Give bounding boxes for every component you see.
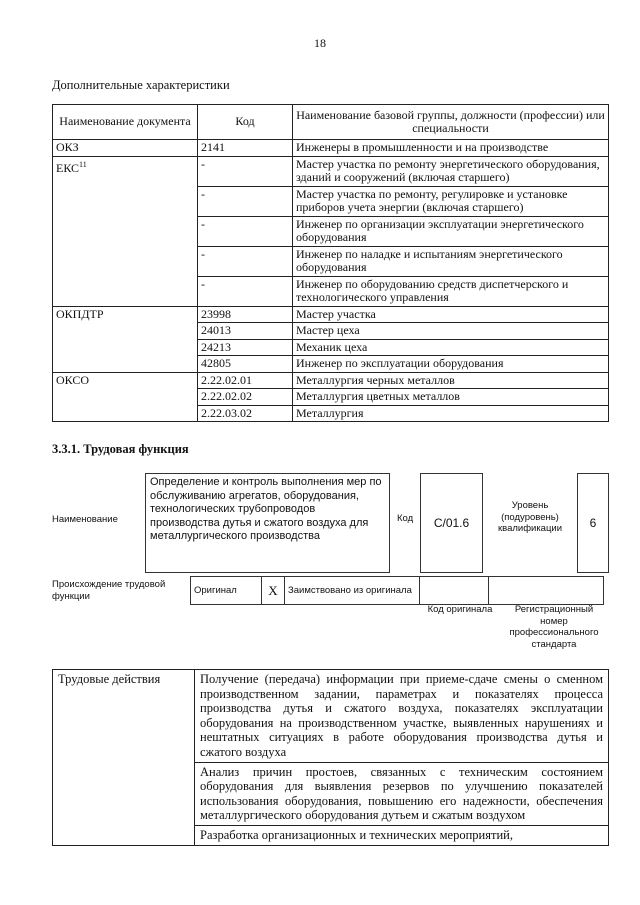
group-name-cell: Инженер по оборудованию средств диспетчерского и технологического управления (293, 276, 609, 306)
doc-name-cell (53, 306, 198, 372)
code-cell: 2.22.02.02 (198, 389, 293, 406)
page-number: 18 (314, 36, 326, 50)
labor-action-item: Разработка организационных и технических мероприятий, (195, 825, 609, 845)
group-name-cell: Металлургия цветных металлов (293, 389, 609, 406)
code-cell: 42805 (198, 356, 293, 373)
group-name-cell: Инженеры в промышленности и на производстве (293, 140, 609, 157)
table-row (53, 156, 609, 186)
group-name-cell: Инженер по организации эксплуатации энергетического оборудования (293, 216, 609, 246)
group-name-cell: Мастер участка по ремонту энергетического оборудования, зданий и сооружений (включая старшего) (293, 156, 609, 186)
code-cell: - (198, 216, 293, 246)
table-row (53, 372, 609, 389)
code-label: Код (397, 513, 414, 524)
origin-label: Происхождение трудовой функции (52, 579, 166, 602)
doc-name: ОКСО (56, 372, 90, 387)
code-cell: - (198, 276, 293, 306)
doc-name: ОКЗ (56, 140, 79, 154)
origin-code-cell (420, 577, 489, 605)
code-cell: - (198, 156, 293, 186)
original-mark: X (262, 577, 285, 605)
doc-name-cell (53, 140, 198, 157)
group-name-cell: Инженер по наладке и испытаниям энергетического оборудования (293, 246, 609, 276)
code-cell: - (198, 246, 293, 276)
header-code: Код (198, 105, 293, 140)
doc-name-cell (53, 156, 198, 306)
action-row (53, 670, 609, 763)
group-name-cell: Мастер цеха (293, 323, 609, 340)
group-name-cell: Мастер участка по ремонту, регулировке и установке приборов учета энергии (включая старшего) (293, 186, 609, 216)
group-name-cell: Металлургия черных металлов (293, 372, 609, 389)
footnote-mark: 11 (79, 159, 87, 169)
code-cell: 2.22.02.01 (198, 372, 293, 389)
additional-characteristics-title: Дополнительные характеристики (52, 78, 230, 92)
characteristics-table (52, 104, 609, 422)
reg-number-caption: Регистрационный номер профессионального стандарта (509, 604, 599, 650)
doc-name: ОКПДТР (56, 306, 104, 321)
labor-action-item: Получение (передача) информации при приеме-сдаче смены о сменном производственном задании, параметрах и показателях процесса производства дутья и сжатого воздуха, показателях эксплуатации оборудования на производственном участке, выявленных нарушениях и нештатных ситуациях в работе оборудования производства дутья и сжатого воздуха (195, 670, 609, 763)
code-cell: 2141 (198, 140, 293, 157)
function-name-box: Определение и контроль выполнения мер по обслуживанию агрегатов, оборудования, технологических трубопроводов производства дутья и сжатого воздуха для металлургического производства (145, 473, 390, 573)
section-title: 3.3.1. Трудовая функция (52, 442, 189, 456)
level-box: 6 (577, 473, 609, 573)
header-group-name: Наименование базовой группы, должности (профессии) или специальности (293, 105, 609, 140)
original-label: Оригинал (191, 577, 262, 605)
labor-actions-table (52, 669, 609, 846)
header-document: Наименование документа (53, 105, 198, 140)
table-row (53, 306, 609, 323)
code-cell: 24213 (198, 339, 293, 356)
origin-table (190, 576, 604, 605)
table-row (53, 140, 609, 157)
function-code-box: С/01.6 (420, 473, 483, 573)
reg-number-cell (489, 577, 604, 605)
code-cell: 24013 (198, 323, 293, 340)
group-name-cell: Металлургия (293, 405, 609, 422)
level-label: Уровень (подуровень) квалификации (497, 500, 563, 534)
code-cell: - (198, 186, 293, 216)
name-label: Наименование (52, 514, 118, 525)
code-cell: 23998 (198, 306, 293, 323)
table-header-row (53, 105, 609, 140)
labor-action-item: Анализ причин простоев, связанных с техническим состоянием оборудования для выявления резервов по улучшению показателей использования оборудования, повышению его надежности, обеспечения металлургического оборудования дутьем и сжатым воздухом (195, 762, 609, 825)
group-name-cell: Мастер участка (293, 306, 609, 323)
group-name-cell: Механик цеха (293, 339, 609, 356)
doc-name-cell (53, 372, 198, 422)
code-cell: 2.22.03.02 (198, 405, 293, 422)
doc-name: ЕКС (56, 160, 80, 175)
group-name-cell: Инженер по эксплуатации оборудования (293, 356, 609, 373)
code-original-caption: Код оригинала (427, 604, 493, 615)
labor-actions-label: Трудовые действия (53, 670, 195, 846)
borrowed-label: Заимствовано из оригинала (285, 577, 420, 605)
